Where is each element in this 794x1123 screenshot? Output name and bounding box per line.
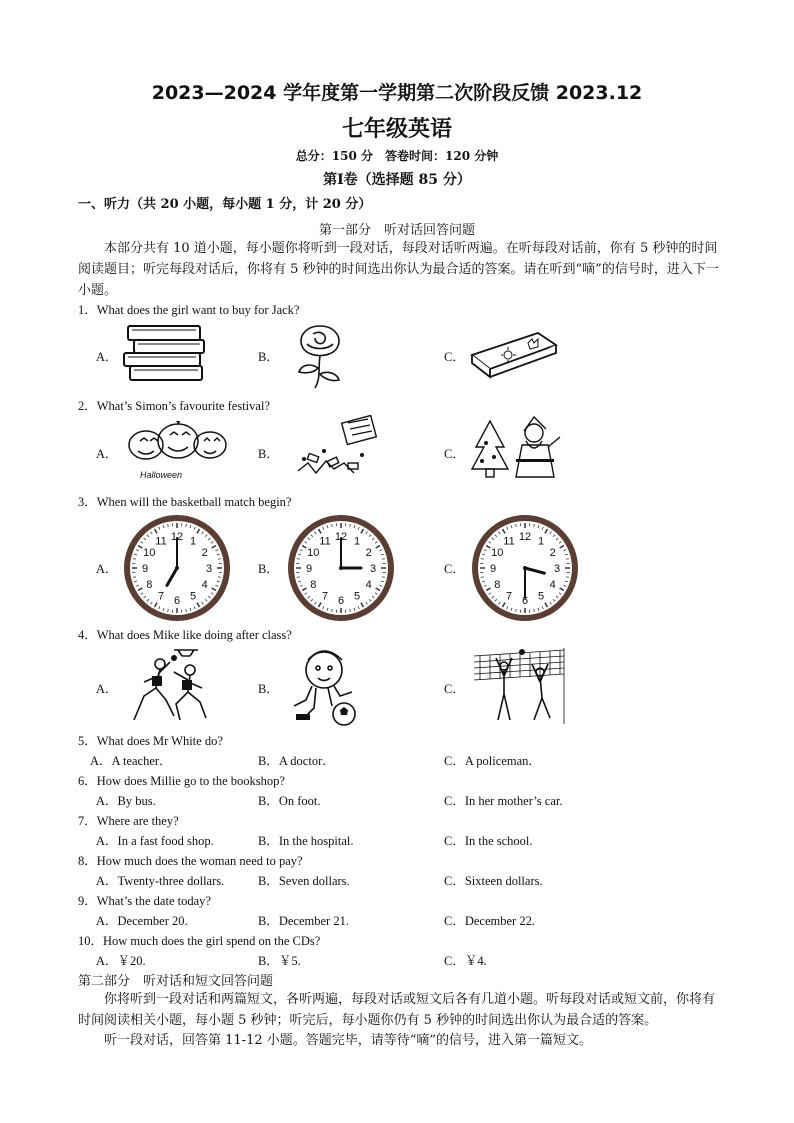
clock-number: 1 bbox=[189, 535, 197, 548]
clock-three-thirty bbox=[471, 514, 579, 622]
q8-option-a[interactable]: A．Twenty-three dollars. bbox=[96, 874, 225, 888]
clock-number: 12 bbox=[518, 531, 532, 543]
volleyball-picture bbox=[470, 644, 568, 726]
question-5: 5．What does Mr White do? bbox=[78, 734, 223, 748]
clock-number: 11 bbox=[155, 535, 167, 548]
q5-option-c[interactable]: C．A policeman． bbox=[444, 754, 541, 768]
question-8: 8．How much does the woman need to pay? bbox=[78, 854, 303, 868]
part2-title: 第二部分 听对话和短文回答问题 bbox=[78, 974, 274, 989]
clock-number: 3 bbox=[369, 563, 377, 575]
volume-title: 第Ⅰ卷（选择题 85 分） bbox=[323, 172, 471, 188]
exam-title: 2023—2024 学年度第一学期第二次阶段反馈 2023.12 bbox=[151, 82, 643, 104]
clock-number: 1 bbox=[353, 535, 361, 548]
halloween-picture bbox=[120, 415, 232, 483]
q8-option-b[interactable]: B．Seven dollars. bbox=[258, 874, 350, 888]
q8-option-c[interactable]: C．Sixteen dollars. bbox=[444, 874, 543, 888]
q5-option-b[interactable]: B．A doctor． bbox=[258, 754, 335, 768]
question-7: 7．Where are they? bbox=[78, 814, 179, 828]
clock-center bbox=[523, 566, 527, 570]
exam-meta: 总分：150 分 答卷时间：120 分钟 bbox=[295, 149, 499, 163]
clock-number: 5 bbox=[353, 590, 361, 603]
q1-option-c[interactable]: C． bbox=[444, 350, 465, 364]
clock-three-oclock bbox=[287, 514, 395, 622]
q4-option-c[interactable]: C． bbox=[444, 682, 465, 696]
q4-option-a[interactable]: A． bbox=[96, 682, 118, 696]
clock-number: 7 bbox=[505, 590, 513, 603]
subject-title: 七年级英语 bbox=[341, 116, 452, 142]
clock-number: 10 bbox=[143, 547, 156, 559]
q10-option-b[interactable]: B．￥5. bbox=[258, 954, 301, 968]
q3-option-c[interactable]: C． bbox=[444, 562, 465, 576]
q2-option-c[interactable]: C． bbox=[444, 447, 465, 461]
clock-number: 9 bbox=[305, 563, 313, 575]
clock-number: 2 bbox=[201, 547, 208, 559]
clock-number: 10 bbox=[491, 547, 504, 559]
clock-center bbox=[339, 566, 343, 570]
q10-option-c[interactable]: C．￥4. bbox=[444, 954, 487, 968]
clock-number: 4 bbox=[549, 579, 556, 591]
part1-title: 第一部分 听对话回答问题 bbox=[318, 223, 475, 238]
clock-number: 6 bbox=[521, 595, 529, 607]
clock-number: 6 bbox=[337, 595, 345, 607]
clock-number: 8 bbox=[146, 579, 153, 591]
basketball-picture bbox=[118, 642, 218, 724]
clock-number: 12 bbox=[334, 531, 348, 543]
clock-number: 8 bbox=[494, 579, 501, 591]
clock-number: 7 bbox=[321, 590, 329, 603]
question-4: 4．What does Mike like doing after class? bbox=[78, 628, 292, 642]
clock-number: 4 bbox=[365, 579, 372, 591]
q10-option-a[interactable]: A．￥20. bbox=[96, 954, 146, 968]
question-6: 6．How does Millie go to the bookshop? bbox=[78, 774, 285, 788]
q7-option-b[interactable]: B．In the hospital. bbox=[258, 834, 354, 848]
clock-number: 12 bbox=[170, 531, 184, 543]
clock-number: 9 bbox=[141, 563, 149, 575]
q6-option-a[interactable]: A．By bus. bbox=[96, 794, 156, 808]
question-3: 3．When will the basketball match begin? bbox=[78, 495, 292, 509]
section-heading: 一、听力（共 20 小题，每小题 1 分，计 20 分） bbox=[78, 197, 372, 212]
clock-number: 7 bbox=[157, 590, 165, 603]
question-10: 10．How much does the girl spend on the CDs? bbox=[78, 934, 321, 948]
clock-number: 4 bbox=[201, 579, 208, 591]
pencil-case-picture bbox=[468, 325, 560, 380]
part2-note: 听一段对话，回答第 11-12 小题。答题完毕，请等待“嘀”的信号，进入第一篇短文。 bbox=[104, 1033, 593, 1048]
clock-number: 2 bbox=[365, 547, 372, 559]
christmas-picture bbox=[468, 413, 568, 485]
part1-instructions: 本部分共有 10 道小题，每小题你将听到一段对话，每段对话听两遍。在听每段对话前，你有 5 秒钟的时间阅读题目；听完每段对话后，你将有 5 秒钟的时间选出你认为最合适的答案。请在听到“嘀”的信号时，进入下一小题。 bbox=[78, 241, 719, 298]
q5-option-a[interactable]: A．A teacher． bbox=[90, 754, 172, 768]
clock-number: 11 bbox=[503, 535, 515, 548]
rose-picture bbox=[285, 320, 355, 390]
clock-number: 9 bbox=[489, 563, 497, 575]
clock-number: 10 bbox=[307, 547, 320, 559]
clock-number: 5 bbox=[537, 590, 545, 603]
question-9: 9．What’s the date today? bbox=[78, 894, 211, 908]
q2-option-b[interactable]: B． bbox=[258, 447, 279, 461]
clock-number: 3 bbox=[205, 563, 213, 575]
question-2: 2．What’s Simon’s favourite festival? bbox=[78, 399, 270, 413]
clock-number: 1 bbox=[537, 535, 545, 548]
q9-option-c[interactable]: C．December 22. bbox=[444, 914, 535, 928]
q4-option-b[interactable]: B． bbox=[258, 682, 279, 696]
q3-option-b[interactable]: B． bbox=[258, 562, 279, 576]
clock-number: 6 bbox=[173, 595, 181, 607]
q1-option-a[interactable]: A． bbox=[96, 350, 118, 364]
halloween-label: Halloween bbox=[140, 470, 183, 480]
q3-option-a[interactable]: A． bbox=[96, 562, 118, 576]
part2-instructions: 你将听到一段对话和两篇短文，各听两遍，每段对话或短文后各有几道小题。听每段对话或短文前，你将有时间阅读相关小题，每小题 5 秒钟；听完后，每小题你仍有 5 秒钟的时间选出你认为最合适的答案。 bbox=[78, 992, 716, 1028]
clock-number: 8 bbox=[310, 579, 317, 591]
clock-number: 3 bbox=[553, 563, 561, 575]
spring-festival-picture bbox=[288, 415, 388, 485]
q1-option-b[interactable]: B． bbox=[258, 350, 279, 364]
clock-seven-oclock bbox=[123, 514, 231, 622]
q9-option-b[interactable]: B．December 21. bbox=[258, 914, 349, 928]
question-1: 1．What does the girl want to buy for Jack? bbox=[78, 303, 300, 317]
football-picture bbox=[282, 644, 364, 728]
q2-option-a[interactable]: A． bbox=[96, 447, 118, 461]
clock-number: 11 bbox=[319, 535, 331, 548]
clock-number: 2 bbox=[549, 547, 556, 559]
clock-number: 5 bbox=[189, 590, 197, 603]
books-picture bbox=[120, 320, 212, 384]
clock-center bbox=[175, 566, 179, 570]
q7-option-a[interactable]: A．In a fast food shop. bbox=[96, 834, 214, 848]
q9-option-a[interactable]: A．December 20. bbox=[96, 914, 188, 928]
q6-option-c[interactable]: C．In her mother’s car. bbox=[444, 794, 563, 808]
q7-option-c[interactable]: C．In the school. bbox=[444, 834, 533, 848]
q6-option-b[interactable]: B．On foot. bbox=[258, 794, 321, 808]
